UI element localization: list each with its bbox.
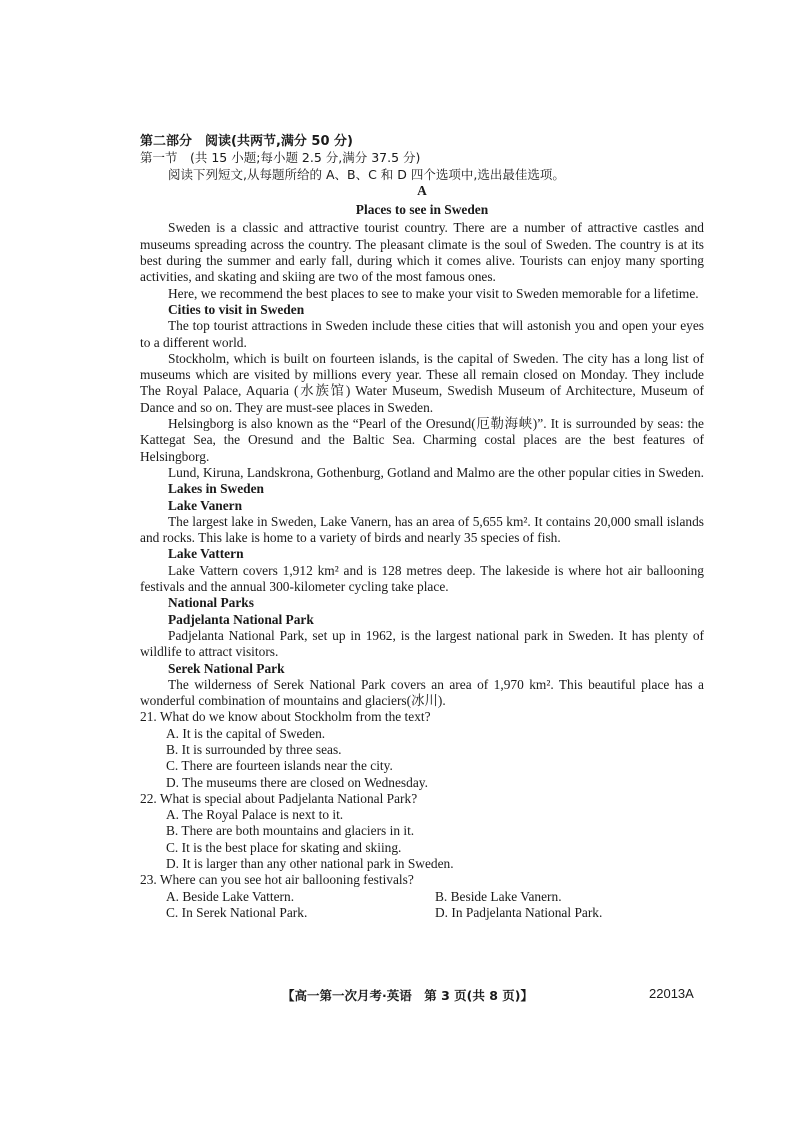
reading-section [140, 134, 704, 921]
serek-text: The wilderness of Serek National Park covers an area of 1,970 km². This beautiful place has a wonderful combination of mountains and glaciers(冰川). [140, 676, 704, 709]
question-stem: 22. What is special about Padjelanta National Park? [140, 790, 418, 806]
option-b: B. Beside Lake Vanern. [435, 888, 562, 904]
option-c: C. In Serek National Park. [166, 904, 308, 920]
footer-page-info: 【高一第一次月考·英语 第 3 页(共 8 页)】 [282, 988, 533, 1003]
cities-heading: Cities to visit in Sweden [168, 301, 305, 317]
padjelanta-text: Padjelanta National Park, set up in 1962, is the largest national park in Sweden. It has plenty of wildlife to attract visitors. [140, 627, 704, 660]
option-c: C. It is the best place for skating and skiing. [166, 839, 402, 855]
lake-vanern-heading: Lake Vanern [168, 497, 243, 513]
instructions: 阅读下列短文,从每题所给的 A、B、C 和 D 四个选项中,选出最佳选项。 [168, 166, 565, 182]
option-row-2 [140, 905, 704, 921]
option-d: D. The museums there are closed on Wednesday. [166, 774, 428, 790]
option-a: A. It is the capital of Sweden. [166, 725, 326, 741]
question-21 [140, 709, 704, 790]
option-row-1 [140, 889, 704, 905]
question-stem: 21. What do we know about Stockholm from the text? [140, 709, 431, 725]
question-23 [140, 872, 704, 921]
passage-title: Places to see in Sweden [355, 202, 489, 218]
lake-vanern-text: The largest lake in Sweden, Lake Vanern, has an area of 5,655 km². It contains 20,000 small islands and rocks. This lake is home to a variety of birds and nearly 35 species of fish. [140, 513, 704, 546]
serek-heading: Serek National Park [168, 660, 285, 676]
lake-vattern-heading: Lake Vattern [168, 546, 244, 562]
part-title: 第二部分 阅读(共两节,满分 50 分) [140, 134, 353, 149]
lake-vattern-text: Lake Vattern covers 1,912 km² and is 128 metres deep. The lakeside is where hot air ballooning festivals and the annual 300-kilometer cycling take place. [140, 562, 704, 595]
option-d: D. In Padjelanta National Park. [435, 904, 603, 920]
cities-paragraph-4: Lund, Kiruna, Landskrona, Gothenburg, Gotland and Malmo are the other popular cities in Sweden. [168, 464, 704, 480]
section-heading: 第一节 (共 15 小题;每小题 2.5 分,满分 37.5 分) [140, 150, 421, 166]
passage-letter: A [417, 182, 427, 198]
option-d: D. It is larger than any other national park in Sweden. [166, 856, 454, 872]
option-a: A. The Royal Palace is next to it. [166, 807, 344, 823]
cities-paragraph-3: Helsingborg is also known as the “Pearl of the Oresund(厄勒海峡)”. It is surrounded by seas: the Kattegat Sea, the Oresund and the Baltic Sea. Charming costal places are the best features of Helsingborg. [140, 416, 704, 464]
cities-paragraph-2: Stockholm, which is built on fourteen islands, is the capital of Sweden. The city has a long list of museums which are visited by millions every year. These all remain closed on Monday. They include The Royal Palace, Aquaria (水族馆) Water Museum, Swedish Museum of Architecture, Museum of Dance and so on. They are must-see places in Sweden. [140, 350, 704, 415]
option-b: B. There are both mountains and glaciers in it. [166, 823, 415, 839]
parks-heading: National Parks [168, 595, 254, 611]
lakes-heading: Lakes in Sweden [168, 481, 264, 497]
cities-paragraph-1: The top tourist attractions in Sweden include these cities that will astonish you and open your eyes to a different world. [140, 318, 704, 350]
option-c: C. There are fourteen islands near the city. [166, 758, 393, 774]
padjelanta-heading: Padjelanta National Park [168, 611, 314, 627]
question-stem: 23. Where can you see hot air ballooning festivals? [140, 872, 414, 888]
intro-paragraph-1: Sweden is a classic and attractive tourist country. There are a number of attractive castles and museums spreading across the country. The pleasant climate is the soul of Sweden. The country is at its best during the summer and early fall, during which it comes alive. Tourists can enjoy many sporting activities, and skating and skiing are two of the most famous ones. [140, 220, 704, 285]
option-a: A. Beside Lake Vattern. [166, 888, 295, 904]
question-22 [140, 791, 704, 872]
exam-code: 22013A [649, 986, 694, 1001]
option-b: B. It is surrounded by three seas. [166, 741, 342, 757]
intro-paragraph-2: Here, we recommend the best places to see to make your visit to Sweden memorable for a lifetime. [168, 285, 699, 301]
